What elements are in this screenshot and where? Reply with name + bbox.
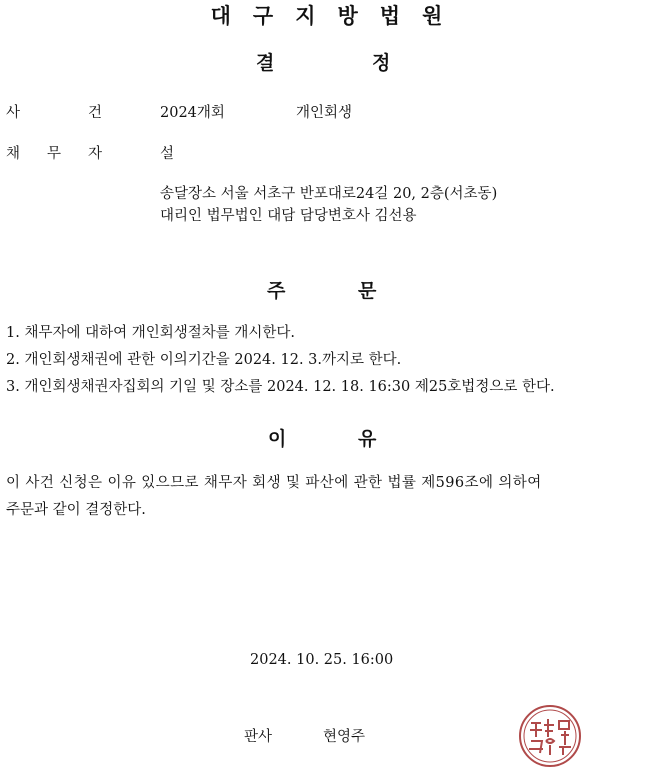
case-name: 개인회생 (296, 105, 353, 121)
decision-datetime: 2024. 10. 25. 16:00 (250, 652, 394, 668)
order-heading-char-1: 주 (267, 280, 286, 302)
case-label-char-1: 사 (6, 105, 21, 121)
order-item-2: 2. 개인회생채권에 관한 이의기간을 2024. 12. 3.까지로 한다. (6, 352, 402, 368)
reason-heading-char-1: 이 (268, 428, 287, 450)
judge-seal-stamp (517, 703, 583, 769)
order-item-3: 3. 개인회생채권자집회의 기일 및 장소를 2024. 12. 18. 16:30 제25호법정으로 한다. (6, 379, 555, 395)
debtor-label-char-2: 무 (47, 146, 62, 162)
court-name: 대구지방법원 (210, 4, 465, 28)
case-label-char-2: 건 (88, 105, 103, 121)
debtor-label-char-1: 채 (6, 146, 21, 162)
judge-title: 판사 (244, 729, 273, 745)
debtor-name: 설 (160, 146, 175, 162)
judge-name: 현영주 (323, 729, 366, 745)
legal-agent: 대리인 법무법인 대담 담당변호사 김선용 (160, 208, 417, 224)
reason-line-1: 이 사건 신청은 이유 있으므로 채무자 회생 및 파산에 관한 법률 제596조에 의하여 (6, 475, 542, 491)
debtor-label-char-3: 자 (88, 146, 103, 162)
reason-heading-char-2: 유 (358, 428, 377, 450)
order-heading-char-2: 문 (358, 280, 377, 302)
doc-type-char-1: 결 (256, 52, 275, 74)
doc-type-char-2: 정 (372, 52, 391, 74)
order-item-1: 1. 채무자에 대하여 개인회생절차를 개시한다. (6, 325, 296, 341)
delivery-address: 송달장소 서울 서초구 반포대로24길 20, 2층(서초동) (160, 186, 498, 202)
case-number: 2024개회 (160, 105, 225, 121)
reason-line-2: 주문과 같이 결정한다. (6, 502, 146, 518)
